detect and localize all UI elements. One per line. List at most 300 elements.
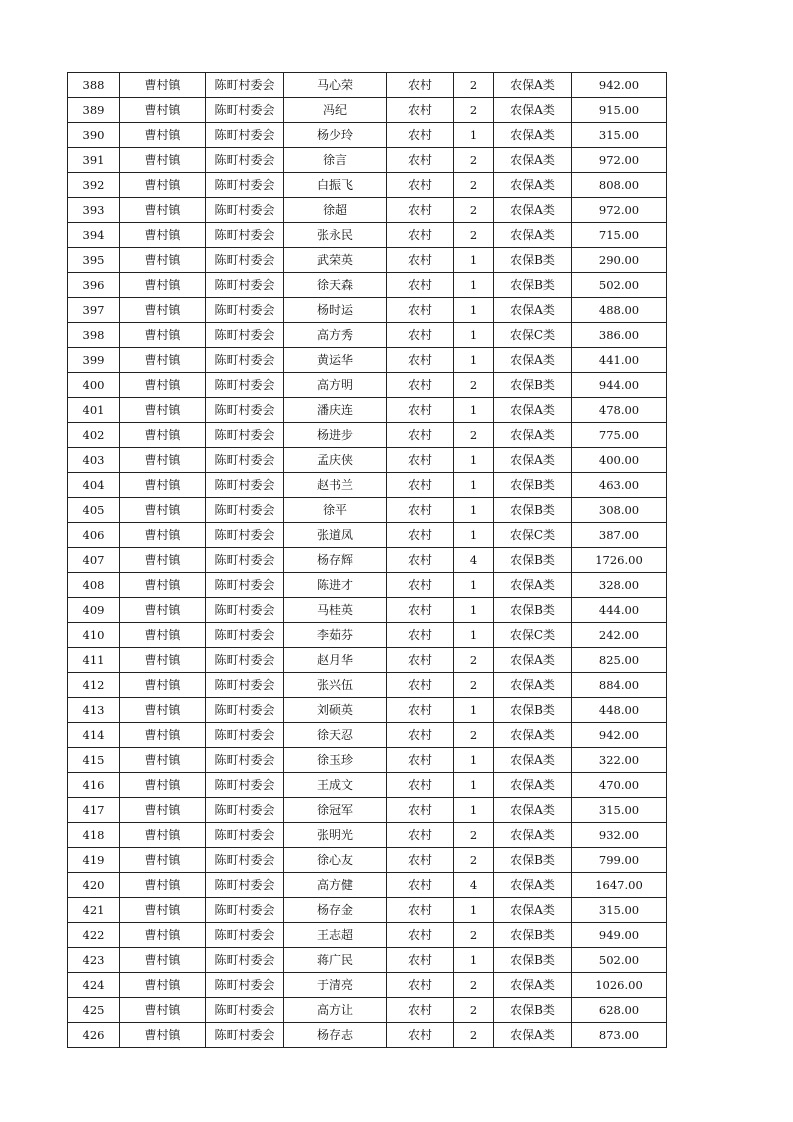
insurance-category-cell: 农保A类 [494, 823, 572, 848]
village-committee-cell: 陈町村委会 [206, 398, 284, 423]
serial-number-cell: 403 [68, 448, 120, 473]
serial-number-cell: 424 [68, 973, 120, 998]
member-count-cell: 1 [454, 298, 494, 323]
name-cell: 徐天忍 [284, 723, 387, 748]
town-cell: 曹村镇 [120, 723, 206, 748]
town-cell: 曹村镇 [120, 223, 206, 248]
name-cell: 冯纪 [284, 98, 387, 123]
household-type-cell: 农村 [387, 98, 454, 123]
member-count-cell: 1 [454, 573, 494, 598]
amount-cell: 944.00 [572, 373, 667, 398]
amount-cell: 308.00 [572, 498, 667, 523]
serial-number-cell: 406 [68, 523, 120, 548]
town-cell: 曹村镇 [120, 848, 206, 873]
amount-cell: 315.00 [572, 798, 667, 823]
town-cell: 曹村镇 [120, 173, 206, 198]
amount-cell: 808.00 [572, 173, 667, 198]
village-committee-cell: 陈町村委会 [206, 148, 284, 173]
member-count-cell: 1 [454, 523, 494, 548]
village-committee-cell: 陈町村委会 [206, 223, 284, 248]
name-cell: 马桂英 [284, 598, 387, 623]
town-cell: 曹村镇 [120, 798, 206, 823]
name-cell: 杨存志 [284, 1023, 387, 1048]
insurance-category-cell: 农保A类 [494, 448, 572, 473]
insurance-category-cell: 农保A类 [494, 648, 572, 673]
household-type-cell: 农村 [387, 398, 454, 423]
serial-number-cell: 410 [68, 623, 120, 648]
village-committee-cell: 陈町村委会 [206, 823, 284, 848]
insurance-category-cell: 农保A类 [494, 398, 572, 423]
village-committee-cell: 陈町村委会 [206, 648, 284, 673]
household-type-cell: 农村 [387, 798, 454, 823]
amount-cell: 441.00 [572, 348, 667, 373]
insurance-category-cell: 农保A类 [494, 423, 572, 448]
town-cell: 曹村镇 [120, 298, 206, 323]
town-cell: 曹村镇 [120, 323, 206, 348]
town-cell: 曹村镇 [120, 523, 206, 548]
town-cell: 曹村镇 [120, 673, 206, 698]
serial-number-cell: 399 [68, 348, 120, 373]
amount-cell: 322.00 [572, 748, 667, 773]
amount-cell: 884.00 [572, 673, 667, 698]
table-row [68, 848, 667, 873]
insurance-category-cell: 农保A类 [494, 198, 572, 223]
table-row [68, 723, 667, 748]
serial-number-cell: 395 [68, 248, 120, 273]
village-committee-cell: 陈町村委会 [206, 348, 284, 373]
insurance-category-cell: 农保A类 [494, 748, 572, 773]
village-committee-cell: 陈町村委会 [206, 98, 284, 123]
serial-number-cell: 392 [68, 173, 120, 198]
table-row [68, 573, 667, 598]
member-count-cell: 1 [454, 798, 494, 823]
town-cell: 曹村镇 [120, 973, 206, 998]
amount-cell: 775.00 [572, 423, 667, 448]
table-row [68, 173, 667, 198]
amount-cell: 448.00 [572, 698, 667, 723]
serial-number-cell: 397 [68, 298, 120, 323]
village-committee-cell: 陈町村委会 [206, 448, 284, 473]
table-row [68, 548, 667, 573]
table-row [68, 1023, 667, 1048]
insurance-category-cell: 农保C类 [494, 523, 572, 548]
village-committee-cell: 陈町村委会 [206, 898, 284, 923]
amount-cell: 387.00 [572, 523, 667, 548]
household-type-cell: 农村 [387, 848, 454, 873]
village-committee-cell: 陈町村委会 [206, 1023, 284, 1048]
serial-number-cell: 407 [68, 548, 120, 573]
town-cell: 曹村镇 [120, 473, 206, 498]
name-cell: 王成文 [284, 773, 387, 798]
member-count-cell: 1 [454, 948, 494, 973]
household-type-cell: 农村 [387, 123, 454, 148]
serial-number-cell: 405 [68, 498, 120, 523]
serial-number-cell: 394 [68, 223, 120, 248]
table-row [68, 923, 667, 948]
town-cell: 曹村镇 [120, 773, 206, 798]
member-count-cell: 1 [454, 123, 494, 148]
serial-number-cell: 404 [68, 473, 120, 498]
member-count-cell: 2 [454, 373, 494, 398]
member-count-cell: 1 [454, 598, 494, 623]
serial-number-cell: 396 [68, 273, 120, 298]
name-cell: 徐天森 [284, 273, 387, 298]
amount-cell: 478.00 [572, 398, 667, 423]
serial-number-cell: 409 [68, 598, 120, 623]
table-row [68, 698, 667, 723]
amount-cell: 315.00 [572, 898, 667, 923]
table-row [68, 998, 667, 1023]
table-row [68, 873, 667, 898]
town-cell: 曹村镇 [120, 248, 206, 273]
amount-cell: 873.00 [572, 1023, 667, 1048]
serial-number-cell: 401 [68, 398, 120, 423]
village-committee-cell: 陈町村委会 [206, 498, 284, 523]
table-row [68, 248, 667, 273]
amount-cell: 1726.00 [572, 548, 667, 573]
household-type-cell: 农村 [387, 198, 454, 223]
member-count-cell: 2 [454, 673, 494, 698]
amount-cell: 463.00 [572, 473, 667, 498]
name-cell: 高方秀 [284, 323, 387, 348]
name-cell: 蒋广民 [284, 948, 387, 973]
table-row [68, 498, 667, 523]
household-type-cell: 农村 [387, 873, 454, 898]
table-row [68, 273, 667, 298]
table-row [68, 73, 667, 98]
village-committee-cell: 陈町村委会 [206, 298, 284, 323]
member-count-cell: 1 [454, 348, 494, 373]
insurance-category-cell: 农保A类 [494, 148, 572, 173]
member-count-cell: 1 [454, 273, 494, 298]
insurance-category-cell: 农保A类 [494, 98, 572, 123]
amount-cell: 799.00 [572, 848, 667, 873]
village-committee-cell: 陈町村委会 [206, 123, 284, 148]
amount-cell: 502.00 [572, 273, 667, 298]
name-cell: 于清亮 [284, 973, 387, 998]
serial-number-cell: 411 [68, 648, 120, 673]
name-cell: 李茹芬 [284, 623, 387, 648]
serial-number-cell: 393 [68, 198, 120, 223]
name-cell: 杨进步 [284, 423, 387, 448]
village-committee-cell: 陈町村委会 [206, 848, 284, 873]
member-count-cell: 4 [454, 548, 494, 573]
name-cell: 张兴伍 [284, 673, 387, 698]
amount-cell: 290.00 [572, 248, 667, 273]
amount-cell: 942.00 [572, 73, 667, 98]
name-cell: 高方明 [284, 373, 387, 398]
village-committee-cell: 陈町村委会 [206, 773, 284, 798]
insurance-category-cell: 农保B类 [494, 248, 572, 273]
insurance-category-cell: 农保B类 [494, 273, 572, 298]
village-committee-cell: 陈町村委会 [206, 798, 284, 823]
name-cell: 白振飞 [284, 173, 387, 198]
serial-number-cell: 414 [68, 723, 120, 748]
town-cell: 曹村镇 [120, 948, 206, 973]
village-committee-cell: 陈町村委会 [206, 548, 284, 573]
serial-number-cell: 402 [68, 423, 120, 448]
village-committee-cell: 陈町村委会 [206, 248, 284, 273]
amount-cell: 932.00 [572, 823, 667, 848]
household-type-cell: 农村 [387, 73, 454, 98]
serial-number-cell: 420 [68, 873, 120, 898]
town-cell: 曹村镇 [120, 98, 206, 123]
insurance-category-cell: 农保B类 [494, 373, 572, 398]
name-cell: 刘硕英 [284, 698, 387, 723]
amount-cell: 470.00 [572, 773, 667, 798]
insurance-category-cell: 农保A类 [494, 348, 572, 373]
insurance-category-cell: 农保A类 [494, 973, 572, 998]
member-count-cell: 2 [454, 823, 494, 848]
serial-number-cell: 400 [68, 373, 120, 398]
village-committee-cell: 陈町村委会 [206, 748, 284, 773]
table-row [68, 423, 667, 448]
town-cell: 曹村镇 [120, 373, 206, 398]
serial-number-cell: 390 [68, 123, 120, 148]
insurance-category-cell: 农保A类 [494, 223, 572, 248]
member-count-cell: 1 [454, 898, 494, 923]
serial-number-cell: 417 [68, 798, 120, 823]
table-row [68, 898, 667, 923]
member-count-cell: 1 [454, 473, 494, 498]
village-committee-cell: 陈町村委会 [206, 473, 284, 498]
name-cell: 徐玉珍 [284, 748, 387, 773]
table-row [68, 298, 667, 323]
member-count-cell: 2 [454, 173, 494, 198]
village-committee-cell: 陈町村委会 [206, 623, 284, 648]
serial-number-cell: 398 [68, 323, 120, 348]
member-count-cell: 2 [454, 973, 494, 998]
table-body [68, 73, 667, 1048]
household-type-cell: 农村 [387, 548, 454, 573]
name-cell: 陈进才 [284, 573, 387, 598]
household-type-cell: 农村 [387, 723, 454, 748]
insurance-category-cell: 农保B类 [494, 923, 572, 948]
table-row [68, 98, 667, 123]
table-row [68, 598, 667, 623]
name-cell: 武荣英 [284, 248, 387, 273]
insurance-category-cell: 农保B类 [494, 698, 572, 723]
table-row [68, 223, 667, 248]
household-type-cell: 农村 [387, 748, 454, 773]
household-type-cell: 农村 [387, 148, 454, 173]
household-type-cell: 农村 [387, 348, 454, 373]
insurance-category-cell: 农保B类 [494, 948, 572, 973]
household-type-cell: 农村 [387, 623, 454, 648]
table-row [68, 373, 667, 398]
household-type-cell: 农村 [387, 248, 454, 273]
amount-cell: 1647.00 [572, 873, 667, 898]
household-type-cell: 农村 [387, 523, 454, 548]
insurance-category-cell: 农保A类 [494, 298, 572, 323]
household-type-cell: 农村 [387, 273, 454, 298]
insurance-category-cell: 农保B类 [494, 598, 572, 623]
serial-number-cell: 426 [68, 1023, 120, 1048]
insurance-category-cell: 农保B类 [494, 848, 572, 873]
serial-number-cell: 423 [68, 948, 120, 973]
name-cell: 潘庆连 [284, 398, 387, 423]
insurance-category-cell: 农保A类 [494, 798, 572, 823]
member-count-cell: 1 [454, 623, 494, 648]
amount-cell: 400.00 [572, 448, 667, 473]
name-cell: 孟庆侠 [284, 448, 387, 473]
name-cell: 杨存金 [284, 898, 387, 923]
town-cell: 曹村镇 [120, 448, 206, 473]
household-type-cell: 农村 [387, 573, 454, 598]
member-count-cell: 2 [454, 423, 494, 448]
household-type-cell: 农村 [387, 973, 454, 998]
household-type-cell: 农村 [387, 648, 454, 673]
serial-number-cell: 415 [68, 748, 120, 773]
serial-number-cell: 388 [68, 73, 120, 98]
member-count-cell: 1 [454, 498, 494, 523]
village-committee-cell: 陈町村委会 [206, 698, 284, 723]
village-committee-cell: 陈町村委会 [206, 923, 284, 948]
insurance-category-cell: 农保A类 [494, 123, 572, 148]
household-type-cell: 农村 [387, 298, 454, 323]
village-committee-cell: 陈町村委会 [206, 998, 284, 1023]
town-cell: 曹村镇 [120, 623, 206, 648]
table-row [68, 973, 667, 998]
insurance-category-cell: 农保A类 [494, 673, 572, 698]
town-cell: 曹村镇 [120, 123, 206, 148]
household-type-cell: 农村 [387, 673, 454, 698]
serial-number-cell: 419 [68, 848, 120, 873]
table-row [68, 798, 667, 823]
town-cell: 曹村镇 [120, 648, 206, 673]
town-cell: 曹村镇 [120, 348, 206, 373]
name-cell: 赵书兰 [284, 473, 387, 498]
household-type-cell: 农村 [387, 323, 454, 348]
member-count-cell: 1 [454, 448, 494, 473]
table-row [68, 748, 667, 773]
member-count-cell: 2 [454, 648, 494, 673]
household-type-cell: 农村 [387, 1023, 454, 1048]
village-committee-cell: 陈町村委会 [206, 323, 284, 348]
insurance-category-cell: 农保A类 [494, 1023, 572, 1048]
name-cell: 徐平 [284, 498, 387, 523]
town-cell: 曹村镇 [120, 1023, 206, 1048]
name-cell: 黄运华 [284, 348, 387, 373]
village-committee-cell: 陈町村委会 [206, 198, 284, 223]
member-count-cell: 2 [454, 998, 494, 1023]
name-cell: 徐心友 [284, 848, 387, 873]
serial-number-cell: 389 [68, 98, 120, 123]
amount-cell: 915.00 [572, 98, 667, 123]
town-cell: 曹村镇 [120, 548, 206, 573]
town-cell: 曹村镇 [120, 423, 206, 448]
member-count-cell: 1 [454, 323, 494, 348]
member-count-cell: 1 [454, 248, 494, 273]
town-cell: 曹村镇 [120, 698, 206, 723]
table-row [68, 323, 667, 348]
town-cell: 曹村镇 [120, 573, 206, 598]
name-cell: 徐言 [284, 148, 387, 173]
table-row [68, 523, 667, 548]
table-row [68, 448, 667, 473]
name-cell: 张道凤 [284, 523, 387, 548]
amount-cell: 972.00 [572, 198, 667, 223]
member-count-cell: 2 [454, 198, 494, 223]
village-committee-cell: 陈町村委会 [206, 373, 284, 398]
town-cell: 曹村镇 [120, 998, 206, 1023]
town-cell: 曹村镇 [120, 898, 206, 923]
household-type-cell: 农村 [387, 423, 454, 448]
amount-cell: 386.00 [572, 323, 667, 348]
member-count-cell: 2 [454, 98, 494, 123]
name-cell: 杨少玲 [284, 123, 387, 148]
member-count-cell: 2 [454, 73, 494, 98]
village-committee-cell: 陈町村委会 [206, 423, 284, 448]
town-cell: 曹村镇 [120, 598, 206, 623]
member-count-cell: 4 [454, 873, 494, 898]
serial-number-cell: 425 [68, 998, 120, 1023]
household-type-cell: 农村 [387, 473, 454, 498]
village-committee-cell: 陈町村委会 [206, 723, 284, 748]
serial-number-cell: 421 [68, 898, 120, 923]
village-committee-cell: 陈町村委会 [206, 673, 284, 698]
name-cell: 徐冠军 [284, 798, 387, 823]
member-count-cell: 2 [454, 1023, 494, 1048]
amount-cell: 628.00 [572, 998, 667, 1023]
name-cell: 马心荣 [284, 73, 387, 98]
village-committee-cell: 陈町村委会 [206, 173, 284, 198]
town-cell: 曹村镇 [120, 498, 206, 523]
household-type-cell: 农村 [387, 448, 454, 473]
table-row [68, 823, 667, 848]
serial-number-cell: 416 [68, 773, 120, 798]
table-row [68, 348, 667, 373]
household-type-cell: 农村 [387, 923, 454, 948]
insurance-category-cell: 农保C类 [494, 323, 572, 348]
household-type-cell: 农村 [387, 598, 454, 623]
insurance-category-cell: 农保A类 [494, 173, 572, 198]
town-cell: 曹村镇 [120, 748, 206, 773]
amount-cell: 942.00 [572, 723, 667, 748]
amount-cell: 488.00 [572, 298, 667, 323]
member-count-cell: 2 [454, 223, 494, 248]
town-cell: 曹村镇 [120, 873, 206, 898]
town-cell: 曹村镇 [120, 923, 206, 948]
household-type-cell: 农村 [387, 698, 454, 723]
member-count-cell: 2 [454, 923, 494, 948]
insurance-category-cell: 农保B类 [494, 498, 572, 523]
table-row [68, 473, 667, 498]
serial-number-cell: 418 [68, 823, 120, 848]
name-cell: 徐超 [284, 198, 387, 223]
insurance-category-cell: 农保C类 [494, 623, 572, 648]
village-committee-cell: 陈町村委会 [206, 523, 284, 548]
insurance-category-cell: 农保A类 [494, 723, 572, 748]
table-row [68, 148, 667, 173]
name-cell: 张明光 [284, 823, 387, 848]
member-count-cell: 2 [454, 148, 494, 173]
amount-cell: 1026.00 [572, 973, 667, 998]
household-type-cell: 农村 [387, 173, 454, 198]
insurance-category-cell: 农保B类 [494, 473, 572, 498]
village-committee-cell: 陈町村委会 [206, 273, 284, 298]
village-committee-cell: 陈町村委会 [206, 973, 284, 998]
name-cell: 高方让 [284, 998, 387, 1023]
records-table [67, 72, 667, 1048]
household-type-cell: 农村 [387, 898, 454, 923]
household-type-cell: 农村 [387, 373, 454, 398]
table-row [68, 198, 667, 223]
town-cell: 曹村镇 [120, 198, 206, 223]
table-row [68, 123, 667, 148]
amount-cell: 972.00 [572, 148, 667, 173]
serial-number-cell: 412 [68, 673, 120, 698]
